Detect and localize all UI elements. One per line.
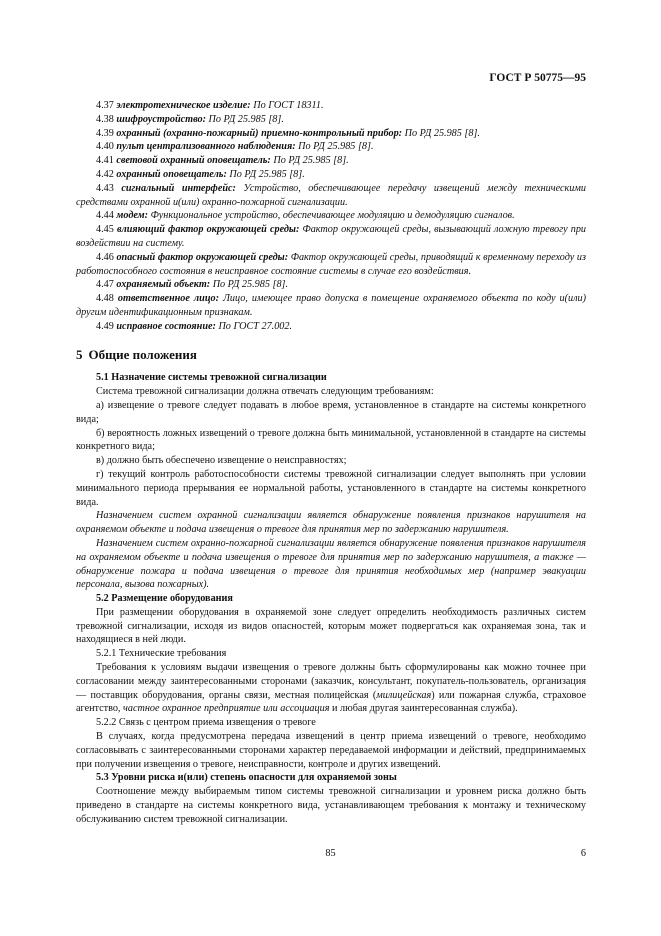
italic-run: частное охранное предприятие или ассоциация <box>123 703 330 715</box>
definition-text: Лицо, имеющее право допуска в помещение охраняемого объекта по коду и(или) другим идентификационным признакам. <box>76 293 586 318</box>
definition-item <box>76 223 586 251</box>
definition-term: модем: <box>116 210 149 222</box>
sheet-number: 6 <box>580 848 586 859</box>
definition-item <box>76 320 586 334</box>
italic-paragraph: Назначением систем охранной сигнализации является обнаружение появления признаков нарушителя на охраняемом объекте и подача извещения о тревоге для принятия мер по задержанию нарушителя. <box>76 510 586 536</box>
definition-number: 4.48 <box>96 293 114 305</box>
definition-term: опасный фактор окружающей среды: <box>116 251 289 263</box>
list-item: г) текущий контроль работоспособности системы тревожной сигнализации следует выполнять при условии минимального периода прерывания ее нормальной работы, установленного в стандарте на системы конкретного вида. <box>76 468 586 508</box>
definition-item <box>76 168 586 182</box>
definition-item <box>76 292 586 320</box>
definition-text: Фактор окружающей среды, вызывающий ложную тревогу при воздействии на систему. <box>76 224 587 249</box>
definition-term: шифроустройство: <box>116 113 206 125</box>
definition-number: 4.45 <box>96 224 114 236</box>
list-item: в) должно быть обеспечено извещение о неисправностях; <box>96 455 347 467</box>
subsection-heading-5-3: 5.3 Уровни риска и(или) степень опасности для охраняемой зоны <box>96 772 397 784</box>
definition-text: По РД 25.985 [8]. <box>226 168 305 180</box>
definition-item <box>76 209 586 223</box>
paragraph <box>76 661 586 716</box>
section-heading <box>76 348 586 362</box>
standard-designation: ГОСТ Р 50775—95 <box>489 72 586 84</box>
definition-term: исправное состояние: <box>116 320 216 332</box>
paragraph: Соотношение между выбираемым типом системы тревожной сигнализации и уровнем риска должно быть приведено в стандарте на системы конкретного вида, устанавливающем требования к монтажу и техническому обслуживанию систем тревожной сигнализации. <box>76 786 586 825</box>
definition-number: 4.39 <box>96 127 114 139</box>
document-body <box>76 99 586 827</box>
text-run: и любая другая заинтересованная служба). <box>329 703 518 715</box>
paragraph: Система тревожной сигнализации должна отвечать следующим требованиям: <box>96 386 434 398</box>
definition-item <box>76 99 586 113</box>
definition-number: 4.41 <box>96 155 114 167</box>
definition-term: охраняемый объект: <box>116 279 211 291</box>
italic-paragraph: Назначением систем охранно-пожарной сигнализации является обнаружение появления признаков нарушителя на охраняемом объекте и подача извещения о тревоге для принятия мер по задержанию нарушителя, а также — обнаружение пожара и подача извещения о тревоге для принятия необходимых мер (например эвакуации персонала, вызова пожарных). <box>76 537 586 591</box>
definition-term: охранный (охранно-пожарный) приемно-контрольный прибор: <box>116 127 403 139</box>
list-item: б) вероятность ложных извещений о тревоге должна быть минимальной, установленной в стандарте на системы конкретного вида; <box>76 427 586 453</box>
section-title: Общие положения <box>88 346 197 362</box>
definition-number: 4.47 <box>96 279 114 291</box>
definition-text: По РД 25.985 [8]. <box>402 127 480 139</box>
definition-number: 4.43 <box>96 182 114 194</box>
definition-term: электротехническое изделие: <box>116 100 251 111</box>
definition-text: Фактор окружающей среды, приводящий к временному переходу из работоспособного состояния в неисправное состояние системы в случае его воздействия. <box>76 251 586 277</box>
definitions-list <box>76 99 586 334</box>
definition-item <box>76 140 586 154</box>
subsection-heading-5-1: 5.1 Назначение системы тревожной сигнализации <box>96 372 327 384</box>
definition-item <box>76 154 586 168</box>
paragraph: При размещении оборудования в охраняемой зоне следует определить необходимость различных систем тревожной сигнализации, исходя из видов опасностей, которым может подвергаться как охраняемая зона, так и находящиеся в ней люди. <box>76 606 586 646</box>
definition-number: 4.44 <box>96 210 114 222</box>
definition-number: 4.40 <box>96 141 114 153</box>
definition-text: По РД 25.985 [8]. <box>205 113 284 125</box>
definition-term: пульт централизованного наблюдения: <box>116 141 296 153</box>
definition-number: 4.42 <box>96 168 114 180</box>
definition-term: охранный оповещатель: <box>116 168 227 180</box>
definition-item <box>76 113 586 127</box>
definition-term: сигнальный интерфейс: <box>121 182 236 194</box>
text-run: ) или пожарная служба, страховое агентство, <box>76 689 587 715</box>
definition-text: Устройство, обеспечивающее передачу извещений между техническими средствами охранной и(или) охранно-пожарной сигнализации. <box>76 182 587 208</box>
italic-run: милицейская <box>376 689 432 701</box>
paragraph: В случаях, когда предусмотрена передача извещений в центр приема извещений о тревоге, необходимо согласовывать с заинтересованными сторонами характер передаваемой информации и действий, предпринимаемых при получении извещения о тревоге, неисправности, контроле и других извещений. <box>76 731 586 770</box>
definition-text: По РД 25.985 [8]. <box>270 155 349 167</box>
definition-number: 4.46 <box>96 251 114 263</box>
definition-item <box>76 251 586 279</box>
definition-number: 4.49 <box>96 320 114 332</box>
text-run: Требования к условиям выдачи извещения о тревоге должны быть сформулированы как можно точнее при согласовании между заинтересованными сторонами (заказчик, консультант, покупатель-пользователь, организация — поставщик оборудования, органы связи, местная полицейская ( <box>76 662 586 701</box>
definition-term: ответственное лицо: <box>117 293 219 305</box>
section-number: 5 <box>76 346 83 362</box>
list-item: а) извещение о тревоге следует подавать в любое время, установленное в стандарте на системы конкретного вида; <box>76 399 586 425</box>
definition-item <box>76 182 586 210</box>
subsection-heading-5-2-2: 5.2.2 Связь с центром приема извещения о тревоге <box>96 717 316 729</box>
definition-item <box>76 278 586 292</box>
definition-text: По ГОСТ 27.002. <box>215 320 293 332</box>
definition-text: Функциональное устройство, обеспечивающее модуляцию и демодуляцию сигналов. <box>148 210 515 222</box>
subsection-heading-5-2-1: 5.2.1 Технические требования <box>96 648 227 660</box>
definition-text: По РД 25.985 [8]. <box>295 141 374 153</box>
definition-text: По РД 25.985 [8]. <box>210 279 289 291</box>
definition-term: влияющий фактор окружающей среды: <box>116 224 300 236</box>
definition-item <box>76 127 586 141</box>
definition-text: По ГОСТ 18311. <box>250 100 324 111</box>
subsection-heading-5-2: 5.2 Размещение оборудования <box>96 593 233 605</box>
definition-term: световой охранный оповещатель: <box>116 155 271 167</box>
definition-number: 4.37 <box>96 100 114 111</box>
definition-number: 4.38 <box>96 113 114 125</box>
page-number: 85 <box>325 848 336 859</box>
